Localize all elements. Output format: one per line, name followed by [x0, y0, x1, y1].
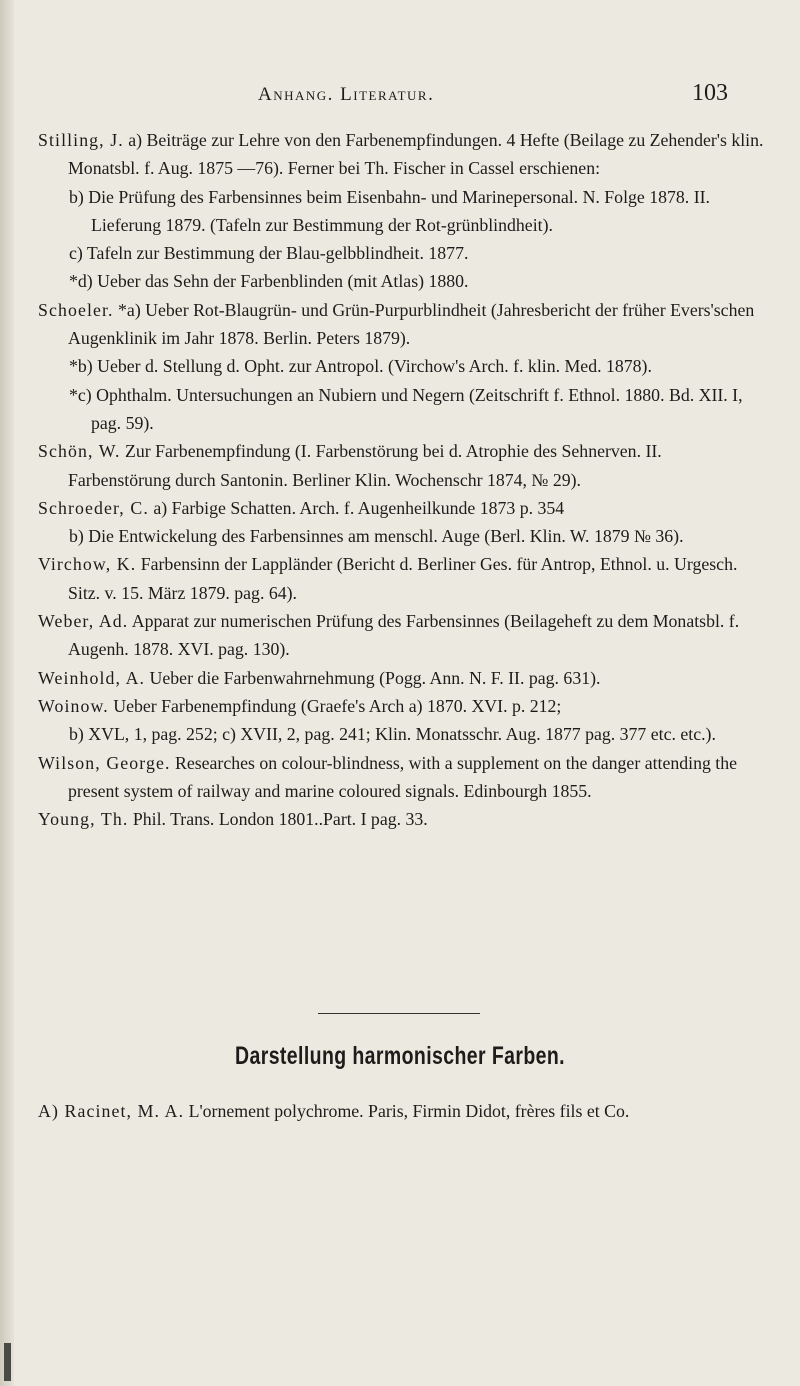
bibliography-entry	[38, 296, 764, 353]
bibliography-entry	[38, 126, 764, 183]
bibliography-entry	[38, 1097, 768, 1125]
entry-text: Farbensinn der Lappländer (Bericht d. Berliner Ges. für Antrop, Ethnol. u. Urgesch. Sitz. v. 15. März 1879. pag. 64).	[68, 554, 738, 603]
page-binding-edge	[0, 0, 14, 1386]
bibliography-entry	[38, 494, 764, 522]
entry-subitem: *c) Ophthalm. Untersuchungen an Nubiern und Negern (Zeitschrift f. Ethnol. 1880. Bd. XII. I, pag. 59).	[69, 384, 743, 433]
entry-subitem: b) Die Entwickelung des Farbensinnes am menschl. Auge (Berl. Klin. W. 1879 № 36).	[69, 526, 684, 547]
entry-text: a) Beiträge zur Lehre von den Farbenempfindungen. 4 Hefte (Beilage zu Zehender's klin. Monatsbl. f. Aug. 1875 —76). Ferner bei Th. Fischer in Cassel erschienen:	[68, 130, 764, 179]
section-divider	[318, 1013, 480, 1014]
bibliography-entry	[38, 805, 764, 833]
section-title: Darstellung harmonischer Farben.	[235, 1042, 565, 1070]
entry-subitem: *b) Ueber d. Stellung d. Opht. zur Antropol. (Virchow's Arch. f. klin. Med. 1878).	[69, 356, 652, 377]
page-number: 103	[692, 80, 728, 106]
entry-text: L'ornement polychrome. Paris, Firmin Didot, frères fils et Co.	[188, 1101, 630, 1121]
entry-text: Ueber die Farbenwahrnehmung (Pogg. Ann. N. F. II. pag. 631).	[149, 667, 601, 688]
entry-author: Schoeler.	[38, 299, 114, 320]
bibliography-entry	[38, 749, 764, 806]
entry-author: Weber, Ad.	[38, 611, 129, 632]
entry-author: Virchow, K.	[38, 554, 137, 575]
entry-subitem: b) XVL, 1, pag. 252; c) XVII, 2, pag. 241; Klin. Monatsschr. Aug. 1877 pag. 377 etc. etc.).	[69, 724, 716, 745]
entry-author: Woinow.	[38, 695, 109, 716]
entry-subitem: c) Tafeln zur Bestimmung der Blau-gelbblindheit. 1877.	[69, 243, 469, 264]
section-bibliography-list	[38, 1097, 768, 1125]
binding-mark	[4, 1343, 11, 1381]
bibliography-entry	[38, 437, 764, 494]
running-title: Anhang. Literatur.	[258, 84, 435, 105]
entry-author: Stilling, J.	[38, 130, 124, 150]
entry-author: Wilson, George.	[38, 752, 171, 773]
entry-author: Young, Th.	[38, 809, 129, 830]
entry-text: *a) Ueber Rot-Blaugrün- und Grün-Purpurblindheit (Jahresbericht der früher Evers'schen Augenklinik im Jahr 1878. Berlin. Peters 1879).	[68, 299, 755, 349]
entry-subitem: *d) Ueber das Sehn der Farbenblinden (mit Atlas) 1880.	[69, 271, 469, 292]
bibliography-entry	[38, 692, 764, 720]
bibliography-list	[38, 126, 764, 833]
entry-text: Researches on colour-blindness, with a supplement on the danger attending the present system of railway and marine coloured signals. Edinbourgh 1855.	[68, 752, 738, 801]
entry-text: Apparat zur numerischen Prüfung des Farbensinnes (Beilageheft zu dem Monatsbl. f. Augenh. 1878. XVI. pag. 130).	[68, 611, 740, 660]
bibliography-entry	[38, 550, 764, 607]
entry-author: A) Racinet, M. A.	[38, 1101, 185, 1121]
entry-text: Zur Farbenempfindung (I. Farbenstörung bei d. Atrophie des Sehnerven. II. Farbenstörung durch Santonin. Berliner Klin. Wochenschr 1874, № 29).	[68, 441, 662, 490]
entry-text: Phil. Trans. London 1801..Part. I pag. 33.	[132, 809, 428, 830]
entry-author: Schön, W.	[38, 441, 121, 462]
entry-subitem: b) Die Prüfung des Farbensinnes beim Eisenbahn- und Marinepersonal. N. Folge 1878. II. Lieferung 1879. (Tafeln zur Bestimmung der Rot-grünblindheit).	[69, 186, 710, 235]
entry-author: Weinhold, A.	[38, 667, 146, 688]
page-header	[258, 80, 728, 116]
bibliography-entry	[38, 607, 764, 664]
entry-text: a) Farbige Schatten. Arch. f. Augenheilkunde 1873 p. 354	[153, 497, 565, 518]
bibliography-entry	[38, 664, 764, 692]
entry-text: Ueber Farbenempfindung (Graefe's Arch a) 1870. XVI. p. 212;	[113, 695, 562, 716]
entry-author: Schroeder, C.	[38, 497, 149, 518]
